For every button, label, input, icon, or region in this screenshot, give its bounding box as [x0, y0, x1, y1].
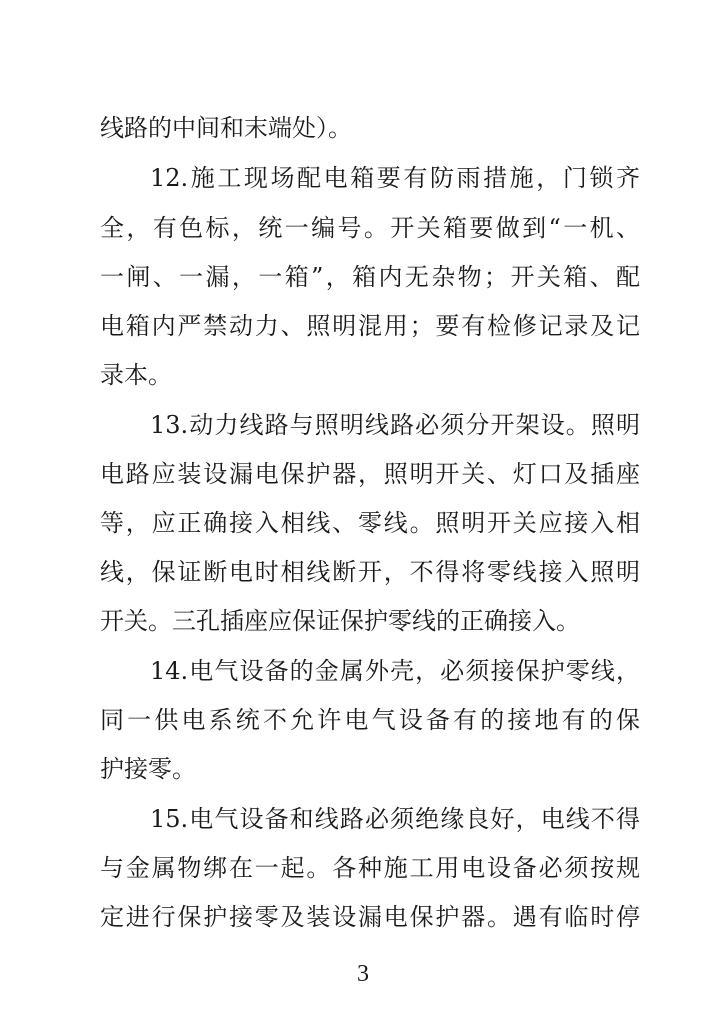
- paragraph-14-line: 护接零。: [100, 755, 196, 783]
- page-number: 3: [357, 961, 369, 987]
- paragraph-13-line: 线，保证断电时相线断开，不得将零线接入照明: [100, 558, 640, 586]
- paragraph-15-line: 定进行保护接零及装设漏电保护器。遇有临时停: [100, 903, 640, 931]
- paragraph-13-line: 13.动力线路与照明线路必须分开架设。照明: [150, 411, 640, 439]
- paragraph-15-line: 与金属物绑在一起。各种施工用电设备必须按规: [100, 854, 640, 882]
- paragraph-12-line: 一闸、一漏，一箱”，箱内无杂物；开关箱、配: [100, 263, 640, 291]
- paragraph-12-line: 12.施工现场配电箱要有防雨措施，门锁齐: [150, 164, 640, 192]
- paragraph-12-line: 录本。: [100, 361, 172, 389]
- paragraph-14-line: 14.电气设备的金属外壳，必须接保护零线，: [150, 657, 640, 685]
- paragraph-13-line: 等，应正确接入相线、零线。照明开关应接入相: [100, 509, 640, 537]
- paragraph-12-line: 全，有色标，统一编号。开关箱要做到“一机、: [100, 214, 640, 242]
- paragraph-13-line: 开关。三孔插座应保证保护零线的正确接入。: [100, 607, 580, 635]
- paragraph-13-line: 电路应装设漏电保护器，照明开关、灯口及插座: [100, 460, 640, 488]
- paragraph-14-line: 同一供电系统不允许电气设备有的接地有的保: [100, 706, 640, 734]
- paragraph-line: 线路的中间和末端处）。: [100, 114, 352, 142]
- paragraph-12-line: 电箱内严禁动力、照明混用；要有检修记录及记: [100, 312, 640, 340]
- paragraph-15-line: 15.电气设备和线路必须绝缘良好，电线不得: [150, 805, 640, 833]
